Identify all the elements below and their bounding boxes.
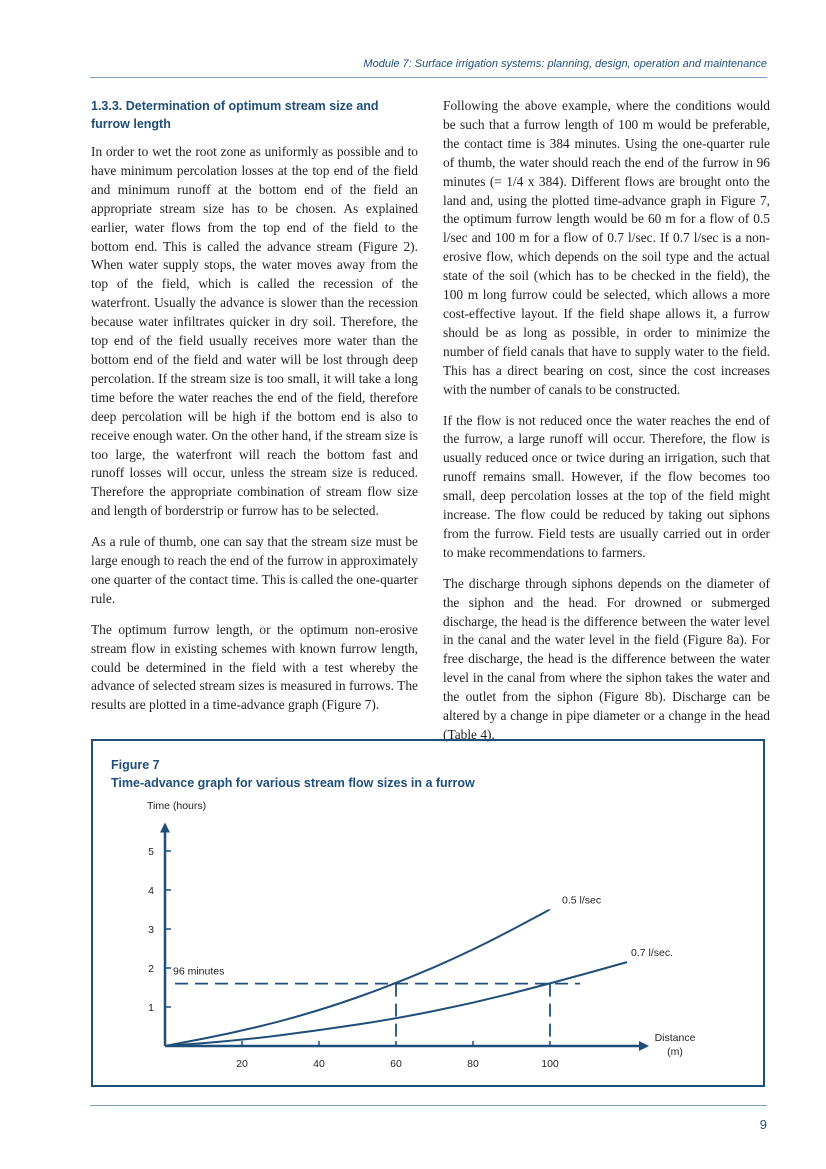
left-column — [91, 97, 418, 727]
y-tick-label: 3 — [148, 924, 154, 936]
running-head: Module 7: Surface irrigation systems: planning, design, operation and maintenance — [363, 58, 767, 70]
page-number: 9 — [759, 1117, 767, 1132]
x-axis-title: Distance — [654, 1032, 696, 1044]
x-tick-label: 40 — [313, 1058, 325, 1070]
x-tick-label: 60 — [390, 1058, 402, 1070]
y-tick-label: 4 — [148, 885, 154, 897]
paragraph: Following the above example, where the conditions would be such that a furrow length of 100 m would be preferable, the contact time is 384 minutes. Using the one-quarter rule of thumb, the water should reach the end of the furrow in 96 minutes (= 1/4 x 384). Different flows are brought onto the land and, using the plotted time-advance graph in Figure 7, the optimum furrow length would be 60 m for a flow of 0.5 l/sec and 100 m for a flow of 0.7 l/sec. If 0.7 l/sec is a non-erosive flow, which depends on the soil type and the actual state of the soil (which has to be checked in the field), the 100 m long furrow could be selected, which allows a more cost-effective layout. If the field shape allows it, a furrow should be as long as possible, in order to minimize the number of field canals that have to supply water to the field. This has a direct bearing on cost, since the cost increases with the number of canals to be constructed. — [443, 98, 770, 397]
series-label: 0.7 l/sec. — [631, 947, 674, 960]
y-tick-label: 1 — [148, 1002, 154, 1014]
paragraph: In order to wet the root zone as uniformly as possible and to have minimum percolation losses at the top end of the field and minimum runoff at the bottom end of the field an appropriate stream size has to be chosen. As explained earlier, water flows from the top end of the field to the bottom end. This is called the advance stream (Figure 2). When water supply stops, the water moves away from the top of the field, which is called the recession of the waterfront. Usually the advance is slower than the recession because water infiltrates quicker in dry soil. Therefore, the top end of the field usually receives more water than the bottom end of the field and water will be lost through deep percolation. If the stream size is too small, it will take a long time before the water reaches the end of the field, therefore deep percolation will be high if the bottom end is also to receive enough water. On the other hand, if the stream size is too large, the waterfront will reach the bottom fast and runoff losses will occur, unless the stream size is reduced. Therefore the appropriate combination of stream flow size and length of borderstrip or furrow has to be selected. — [91, 144, 418, 519]
x-tick-label: 20 — [236, 1058, 248, 1070]
x-tick-label: 100 — [541, 1058, 559, 1070]
section-heading: 1.3.3. Determination of optimum stream size and furrow length — [91, 99, 379, 131]
y-tick-label: 2 — [148, 963, 154, 975]
time-advance-chart — [93, 741, 763, 1085]
series-label: 0.5 l/sec — [562, 894, 602, 907]
x-tick-label: 80 — [467, 1058, 479, 1070]
right-column — [443, 97, 770, 757]
paragraph: The discharge through siphons depends on the diameter of the siphon and the head. For drowned or submerged discharge, the head is the difference between the water level in the canal and the water level in the field (Figure 8a). For free discharge, the head is the difference between the water level in the canal from where the siphon takes the water and the outlet from the siphon (Figure 8b). Discharge can be altered by a change in pipe diameter or a change in the head (Table 4). — [443, 575, 770, 742]
paragraph: If the flow is not reduced once the water reaches the end of the furrow, a large runoff will occur. Therefore, the flow is usually reduced once or twice during an irrigation, such that runoff remains small. However, if the flow becomes too small, deep percolation losses at the top of the field might increase. The flow could be reduced by taking out siphons from the furrow. Field tests are usually carried out in order to make recommendations to farmers. — [443, 412, 770, 560]
x-axis-title-unit: (m) — [667, 1046, 683, 1058]
annotation-label: 96 minutes — [173, 965, 225, 978]
paragraph: As a rule of thumb, one can say that the stream size must be large enough to reach the end of the furrow in approximately one quarter of the contact time. This is called the one-quarter rule. — [91, 534, 418, 606]
figure-label: Figure 7 — [111, 758, 160, 772]
header-divider — [90, 77, 767, 78]
figure-caption: Time-advance graph for various stream flow sizes in a furrow — [111, 776, 475, 790]
y-axis-title: Time (hours) — [147, 800, 207, 812]
paragraph: The optimum furrow length, or the optimum non-erosive stream flow in existing schemes with known furrow length, could be determined in the field with a test whereby the advance of selected stream sizes is measured in furrows. The results are plotted in a time-advance graph (Figure 7). — [91, 621, 418, 713]
figure-box — [91, 739, 765, 1087]
y-tick-label: 5 — [148, 846, 154, 858]
footer-divider — [90, 1105, 767, 1106]
